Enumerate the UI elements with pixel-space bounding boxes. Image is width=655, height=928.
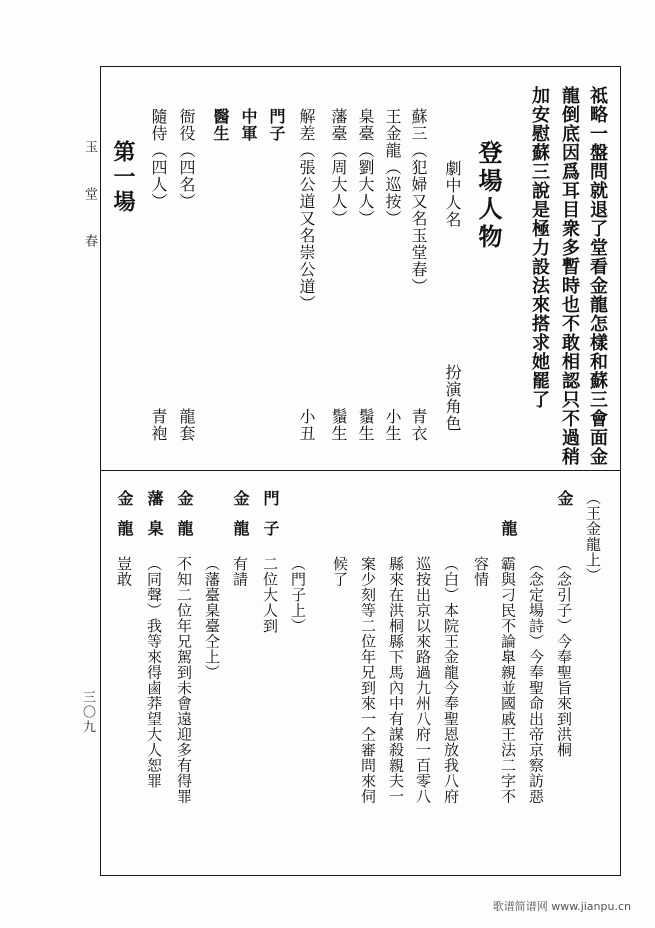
site-watermark: 歌谱简谱网 www.jianpu.cn <box>492 900 631 913</box>
dialogue-line: 巡按出京以來路過九州八府一百零八 <box>414 556 432 804</box>
cast-role-2: 小生 <box>383 408 402 442</box>
dialogue-line: 不知二位年兄駕到未會遠迎多有得罪 <box>175 556 193 804</box>
scene-title: 第一場 <box>110 140 136 215</box>
dialogue-line: 有請 <box>231 556 249 587</box>
dialogue-line: （王金龍上） <box>584 490 602 583</box>
cast-role-3: 鬚生 <box>356 408 375 442</box>
dialogue-line: 豈敢 <box>115 556 133 587</box>
cast-name-3: 臬臺（劉大人） <box>356 108 375 227</box>
dialogue-line: 候了 <box>331 556 349 587</box>
cast-header-name: 劇中人名 <box>443 160 462 228</box>
speaker-mark: 臬 <box>145 520 164 537</box>
dialogue-line: （門子上） <box>289 556 307 634</box>
dialogue-line: 容情 <box>472 556 490 587</box>
dialogue-line: 二位大人到 <box>261 556 279 634</box>
dialogue-line: 縣來在洪桐縣下馬內中有謀殺親夫一 <box>387 556 405 804</box>
cast-role-10: 青袍 <box>149 408 168 442</box>
speaker-mark: 龍 <box>175 520 194 537</box>
prose-line-1: 祗略一盤問就退了堂看金龍怎樣和蘇三會面金 <box>587 86 608 466</box>
cast-role-9: 龍套 <box>177 408 196 442</box>
dialogue-line: （念定場詩）今奉聖命出帝京察訪惡 <box>527 556 545 804</box>
dialogue-line: 霸與刁民不論臯親並國戚王法二字不 <box>499 556 517 804</box>
cast-section-title: 登場人物 <box>474 140 503 252</box>
speaker-mark: 藩 <box>145 490 164 507</box>
cast-name-6: 門子 <box>267 108 286 142</box>
cast-name-4: 藩臺（周大人） <box>329 108 348 227</box>
speaker-mark: 子 <box>261 520 280 537</box>
running-title: 玉堂春 <box>82 140 97 281</box>
cast-name-9: 衙役（四名） <box>177 108 196 210</box>
cast-name-8: 醫生 <box>211 108 230 142</box>
speaker-mark: 龍 <box>499 520 518 537</box>
speaker-mark: 金 <box>555 490 574 507</box>
dialogue-line: （同聲）我等來得鹵莽望大人恕罪 <box>145 556 163 789</box>
dialogue-line: （念引子）今奉聖旨來到洪桐 <box>555 556 573 758</box>
speaker-mark: 龍 <box>115 520 134 537</box>
page-number: 三〇九 <box>80 690 95 735</box>
speaker-mark: 金 <box>231 490 250 507</box>
cast-role-1: 青衣 <box>409 408 428 442</box>
dialogue-line: 案少刻等二位年兄到來一仝審問來伺 <box>359 556 377 804</box>
speaker-mark: 金 <box>115 490 134 507</box>
cast-name-5: 解差（張公道又名崇公道） <box>297 108 316 312</box>
prose-line-2: 龍倒底因爲耳目衆多暫時也不敢相認只不過稍 <box>559 86 580 466</box>
section-divider <box>100 470 621 471</box>
cast-header-type: 扮演角色 <box>443 364 462 432</box>
dialogue-line: （藩臺臬臺仝上） <box>203 556 221 680</box>
speaker-mark: 龍 <box>231 520 250 537</box>
dialogue-line: （白）本院王金龍今奉聖恩放我八府 <box>442 556 460 804</box>
cast-name-10: 隨侍（四人） <box>149 108 168 210</box>
speaker-mark: 金 <box>175 490 194 507</box>
cast-role-5: 小丑 <box>297 408 316 442</box>
prose-line-3: 加安慰蘇三說是極力設法來搭求她罷了 <box>529 86 550 409</box>
speaker-mark: 門 <box>261 490 280 507</box>
cast-name-2: 王金龍（巡按） <box>383 108 402 227</box>
cast-name-7: 中軍 <box>239 108 258 142</box>
cast-role-4: 鬚生 <box>329 408 348 442</box>
cast-name-1: 蘇三（犯婦又名玉堂春） <box>409 108 428 295</box>
